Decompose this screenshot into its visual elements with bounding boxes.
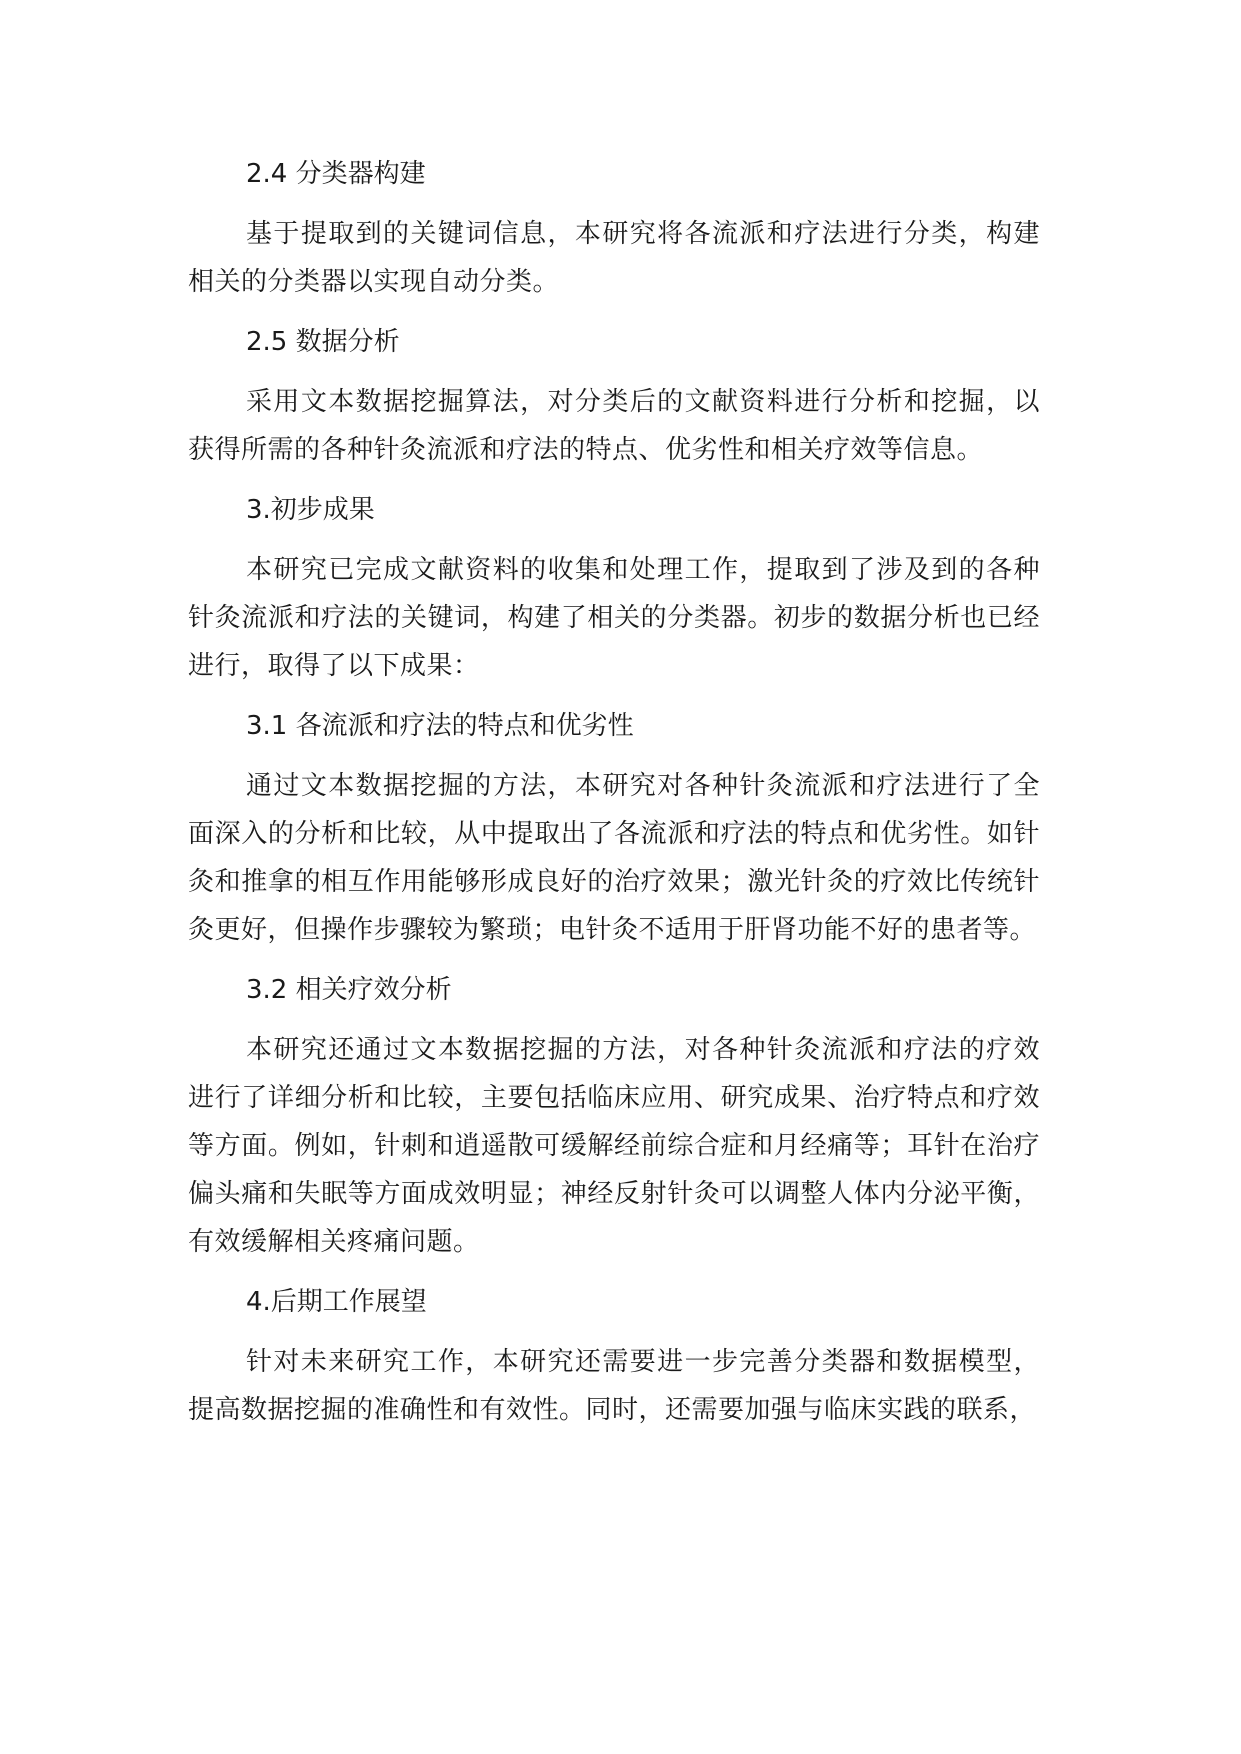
section-heading-3-1: 3.1 各流派和疗法的特点和优劣性 (246, 711, 634, 741)
section-paragraph-3-1: 通过文本数据挖掘的方法，本研究对各种针灸流派和疗法进行了全面深入的分析和比较，从中提取出了各流派和疗法的特点和优劣性。如针灸和推拿的相互作用能够形成良好的治疗效果；激光针灸的疗效比传统针灸更好，但操作步骤较为繁琐；电针灸不适用于肝肾功能不好的患者等。 (188, 771, 1040, 945)
section-heading-3: 3.初步成果 (246, 495, 375, 525)
section-heading-4: 4.后期工作展望 (246, 1287, 427, 1317)
section-paragraph-2-4: 基于提取到的关键词信息，本研究将各流派和疗法进行分类，构建相关的分类器以实现自动分类。 (188, 219, 1040, 297)
section-paragraph-2-5: 采用文本数据挖掘算法，对分类后的文献资料进行分析和挖掘，以获得所需的各种针灸流派和疗法的特点、优劣性和相关疗效等信息。 (188, 387, 1040, 465)
section-paragraph-3: 本研究已完成文献资料的收集和处理工作，提取到了涉及到的各种针灸流派和疗法的关键词，构建了相关的分类器。初步的数据分析也已经进行，取得了以下成果： (188, 555, 1040, 681)
section-heading-3-2: 3.2 相关疗效分析 (246, 975, 452, 1005)
section-paragraph-3-2: 本研究还通过文本数据挖掘的方法，对各种针灸流派和疗法的疗效进行了详细分析和比较，主要包括临床应用、研究成果、治疗特点和疗效等方面。例如，针刺和逍遥散可缓解经前综合症和月经痛等；耳针在治疗偏头痛和失眠等方面成效明显；神经反射针灸可以调整人体内分泌平衡，有效缓解相关疼痛问题。 (188, 1035, 1040, 1257)
section-paragraph-4: 针对未来研究工作，本研究还需要进一步完善分类器和数据模型，提高数据挖掘的准确性和有效性。同时，还需要加强与临床实践的联系， (188, 1347, 1040, 1425)
section-heading-2-5: 2.5 数据分析 (246, 327, 400, 357)
document-body (188, 150, 1040, 1446)
section-heading-2-4: 2.4 分类器构建 (246, 159, 426, 189)
